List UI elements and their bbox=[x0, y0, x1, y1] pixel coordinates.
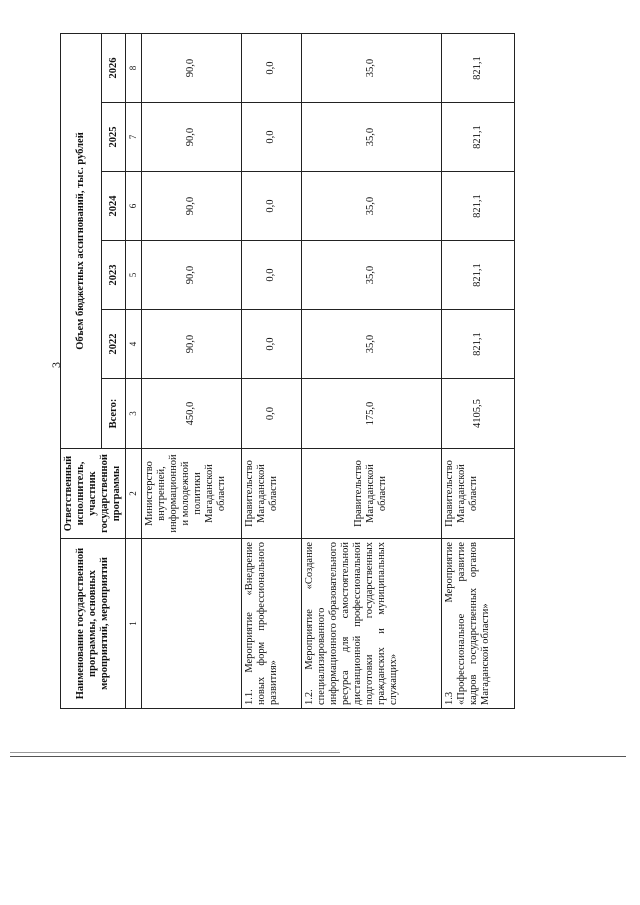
page-number: 3 bbox=[49, 362, 63, 368]
row-value-2023: 0,0 bbox=[241, 241, 301, 310]
column-index: 2 bbox=[126, 449, 141, 539]
row-value-2022: 821,1 bbox=[441, 310, 515, 379]
column-index: 6 bbox=[126, 172, 141, 241]
column-index: 4 bbox=[126, 310, 141, 379]
row-value-2026: 0,0 bbox=[241, 33, 301, 102]
row-value-2026: 821,1 bbox=[441, 33, 515, 102]
row-total: 175,0 bbox=[301, 379, 441, 449]
row-executor: Правительство Магаданской области bbox=[441, 449, 515, 539]
row-value-2025: 90,0 bbox=[141, 103, 241, 172]
row-value-2025: 821,1 bbox=[441, 103, 515, 172]
row-value-2025: 35,0 bbox=[301, 103, 441, 172]
row-value-2025: 0,0 bbox=[241, 103, 301, 172]
row-value-2023: 35,0 bbox=[301, 241, 441, 310]
row-value-2026: 90,0 bbox=[141, 33, 241, 102]
header-budget-group: Объем бюджетных ассигнований, тыс. рублей bbox=[61, 33, 102, 448]
row-total: 4105,5 bbox=[441, 379, 515, 449]
header-year-2022: 2022 bbox=[102, 310, 126, 379]
divider bbox=[10, 756, 626, 757]
row-total: 450,0 bbox=[141, 379, 241, 449]
header-year-2024: 2024 bbox=[102, 172, 126, 241]
header-year-2025: 2025 bbox=[102, 103, 126, 172]
row-value-2022: 0,0 bbox=[241, 310, 301, 379]
row-executor: Правительство Магаданской области bbox=[241, 449, 301, 539]
row-value-2026: 35,0 bbox=[301, 33, 441, 102]
row-name: 1.2. Мероприятие «Создание специализированного информационного образовательного ресурса для самостоятельной дистанционной профессиональной подготовки государственных гражданских и муниципальных служащих» bbox=[301, 539, 441, 709]
row-total: 0,0 bbox=[241, 379, 301, 449]
header-name: Наименование государственной программы, основных мероприятий, мероприятий bbox=[61, 539, 126, 709]
column-index: 3 bbox=[126, 379, 141, 449]
row-name: 1.3 Мероприятие «Профессиональное развитие кадров государственных органов Магаданской области» bbox=[441, 539, 515, 709]
header-year-2023: 2023 bbox=[102, 241, 126, 310]
row-value-2024: 35,0 bbox=[301, 172, 441, 241]
table-row bbox=[241, 33, 301, 708]
row-value-2024: 90,0 bbox=[141, 172, 241, 241]
row-value-2024: 821,1 bbox=[441, 172, 515, 241]
row-value-2022: 35,0 bbox=[301, 310, 441, 379]
table-row bbox=[301, 33, 441, 708]
rotated-table-container bbox=[60, 34, 510, 709]
column-index: 8 bbox=[126, 33, 141, 102]
row-name: 1.1. Мероприятие «Внедрение новых форм профессионального развития» bbox=[241, 539, 301, 709]
row-value-2024: 0,0 bbox=[241, 172, 301, 241]
row-value-2023: 821,1 bbox=[441, 241, 515, 310]
header-executor: Ответственный исполнитель, участник государственной программы bbox=[61, 449, 126, 539]
row-executor: Правительство Магаданской области bbox=[301, 449, 441, 539]
row-value-2023: 90,0 bbox=[141, 241, 241, 310]
row-value-2022: 90,0 bbox=[141, 310, 241, 379]
row-executor: Министерство внутренней, информационной и молодежной политики Магаданской области bbox=[141, 449, 241, 539]
row-name bbox=[141, 539, 241, 709]
divider bbox=[10, 752, 340, 753]
column-index: 5 bbox=[126, 241, 141, 310]
column-index: 1 bbox=[126, 539, 141, 709]
table-row bbox=[441, 33, 515, 708]
header-total: Всего: bbox=[102, 379, 126, 449]
table-row bbox=[141, 33, 241, 708]
column-index: 7 bbox=[126, 103, 141, 172]
header-year-2026: 2026 bbox=[102, 33, 126, 102]
budget-table bbox=[60, 33, 515, 709]
